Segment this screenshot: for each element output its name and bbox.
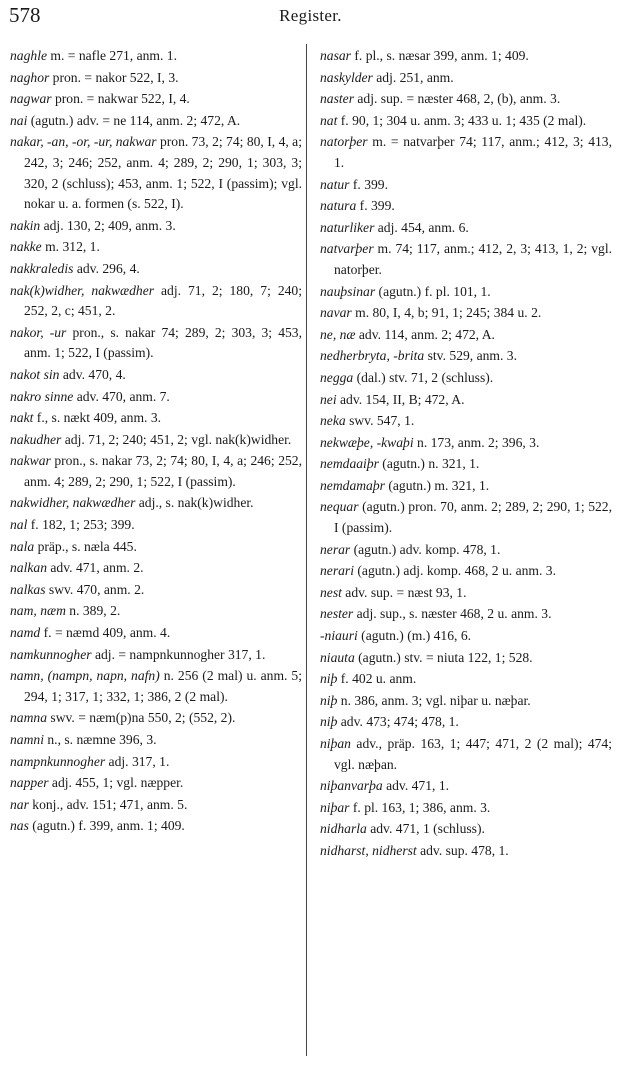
entry-references: f., s. nækt 409, anm. 3. bbox=[33, 410, 162, 426]
index-entry bbox=[320, 325, 612, 346]
index-entry bbox=[10, 111, 302, 132]
entry-headword: nar bbox=[10, 796, 29, 812]
index-entry bbox=[320, 46, 612, 67]
entry-references: adj. 455, 1; vgl. næpper. bbox=[48, 775, 184, 791]
entry-headword: nauþsinar bbox=[320, 283, 376, 299]
entry-references: adv. 473; 474; 478, 1. bbox=[337, 714, 459, 730]
entry-references: f. = næmd 409, anm. 4. bbox=[40, 625, 171, 641]
entry-references: adv. 471, 1. bbox=[382, 778, 450, 794]
entry-headword: nakwar bbox=[10, 453, 51, 469]
entry-headword: nagwar bbox=[10, 91, 52, 107]
index-entry bbox=[320, 819, 612, 840]
entry-headword: nakke bbox=[10, 239, 42, 255]
entry-references: m. 312, 1. bbox=[41, 239, 100, 255]
entry-headword: nal bbox=[10, 517, 28, 533]
entry-headword: nidharst, nidherst bbox=[320, 842, 417, 858]
index-entry bbox=[10, 46, 302, 67]
entry-headword: nidharla bbox=[320, 821, 367, 837]
index-entry bbox=[10, 365, 302, 386]
entry-references: pron., s. nakar 73, 2; 74; 80, I, 4, a; 246; 252, anm. 4; 289, 2; 290, 1; 522, I (passim). bbox=[24, 453, 302, 489]
entry-references: adv. sup. 478, 1. bbox=[416, 842, 509, 858]
index-entry bbox=[320, 776, 612, 797]
entry-references: adv. 471, 1 (schluss). bbox=[366, 821, 485, 837]
entry-references: n. 386, anm. 3; vgl. niþar u. næþar. bbox=[337, 692, 531, 708]
entry-references: (agutn.) f. pl. 101, 1. bbox=[375, 283, 491, 299]
entry-references: adv. 470, anm. 7. bbox=[73, 388, 170, 404]
entry-headword: niþ bbox=[320, 692, 338, 708]
entry-references: konj., adv. 151; 471, anm. 5. bbox=[28, 796, 188, 812]
entry-references: stv. 529, anm. 3. bbox=[424, 348, 517, 364]
entry-headword: namkunnogher bbox=[10, 646, 92, 662]
entry-references: (agutn.) adj. komp. 468, 2 u. anm. 3. bbox=[353, 563, 556, 579]
entry-headword: natur bbox=[320, 176, 350, 192]
entry-references: adj., s. nak(k)widher. bbox=[135, 495, 254, 511]
entry-references: pron., s. nakar 74; 289, 2; 303, 3; 453, anm. 1; 522, I (passim). bbox=[24, 324, 303, 361]
index-entry bbox=[320, 368, 612, 389]
entry-references: adv. 154, II, B; 472, A. bbox=[336, 391, 465, 407]
entry-references: pron. = nakwar 522, I, 4. bbox=[51, 91, 190, 107]
index-entry bbox=[10, 515, 302, 536]
index-entry bbox=[320, 798, 612, 819]
index-entry bbox=[10, 773, 302, 794]
entry-headword: nala bbox=[10, 538, 35, 554]
entry-references: adj. = nampnkunnogher 317, 1. bbox=[91, 646, 266, 662]
index-entry bbox=[10, 623, 302, 644]
entry-references: (agutn.) f. 399, anm. 1; 409. bbox=[28, 818, 185, 834]
entry-headword: niþar bbox=[320, 799, 350, 815]
entry-headword: nekwæþe, -kwaþi bbox=[320, 434, 414, 450]
entry-headword: nester bbox=[320, 606, 354, 622]
entry-headword: niþanvarþa bbox=[320, 778, 383, 794]
index-entry bbox=[320, 346, 612, 367]
entry-references: n. 256 (2 mal) u. anm. 5; 294, 1; 317, 1; 332, 1; 386, 2 (2 mal). bbox=[24, 668, 303, 704]
entry-references: präp., s. næla 445. bbox=[34, 538, 137, 554]
index-entry bbox=[10, 580, 302, 601]
page-number: 578 bbox=[9, 3, 41, 27]
entry-headword: nedherbryta, -brita bbox=[320, 348, 425, 364]
entry-headword: napper bbox=[10, 775, 49, 791]
entry-headword: natvarþer bbox=[320, 241, 374, 257]
index-entry bbox=[320, 282, 612, 303]
entry-references: (agutn.) (m.) 416, 6. bbox=[357, 628, 472, 644]
entry-references: adj. 251, anm. bbox=[372, 69, 454, 85]
index-entry bbox=[10, 795, 302, 816]
index-entry bbox=[320, 561, 612, 582]
entry-references: adj. 454, anm. 6. bbox=[374, 219, 469, 235]
index-entry bbox=[320, 196, 612, 217]
index-entry bbox=[320, 841, 612, 862]
index-entry bbox=[320, 303, 612, 324]
entry-references: m. = natvarþer 74; 117, anm.; 412, 3; 413, 1. bbox=[334, 134, 612, 170]
entry-references: f. 399. bbox=[349, 176, 388, 192]
index-entry bbox=[320, 68, 612, 89]
entry-headword: nas bbox=[10, 818, 29, 834]
entry-headword: niauta bbox=[320, 649, 355, 665]
entry-references: adv. 471, anm. 2. bbox=[47, 560, 144, 576]
entry-references: adj. 71, 2; 240; 451, 2; vgl. nak(k)widher. bbox=[61, 431, 292, 447]
entry-references: (dal.) stv. 71, 2 (schluss). bbox=[353, 369, 494, 385]
entry-references: adv. 114, anm. 2; 472, A. bbox=[355, 326, 495, 342]
entry-headword: niþ bbox=[320, 714, 338, 730]
entry-references: (agutn.) stv. = niuta 122, 1; 528. bbox=[354, 649, 533, 665]
index-entry bbox=[10, 89, 302, 110]
entry-headword: nat bbox=[320, 112, 338, 128]
index-entry bbox=[10, 259, 302, 280]
index-entry bbox=[320, 626, 612, 647]
entry-references: adv. sup. = næst 93, 1. bbox=[341, 584, 467, 600]
entry-references: adj. 317, 1. bbox=[105, 753, 170, 769]
entry-headword: ne, næ bbox=[320, 326, 356, 342]
entry-references: n. 173, anm. 2; 396, 3. bbox=[413, 434, 540, 450]
entry-references: adj. sup., s. næster 468, 2 u. anm. 3. bbox=[353, 606, 552, 622]
entry-headword: nalkas bbox=[10, 581, 46, 597]
entry-headword: nei bbox=[320, 391, 337, 407]
index-entry bbox=[10, 558, 302, 579]
index-entry bbox=[320, 734, 612, 775]
entry-references: adj. 71, 2; 180, 7; 240; 252, 2, c; 451, 2. bbox=[24, 282, 302, 319]
entry-headword: -niauri bbox=[320, 628, 358, 644]
entry-headword: nemdamaþr bbox=[320, 477, 385, 493]
running-title: Register. bbox=[279, 6, 342, 25]
entry-headword: nam, næm bbox=[10, 603, 66, 619]
entry-references: adj. sup. = næster 468, 2, (b), anm. 3. bbox=[353, 91, 561, 107]
index-entry bbox=[10, 237, 302, 258]
index-entry bbox=[10, 645, 302, 666]
index-entry bbox=[10, 493, 302, 514]
entry-references: f. pl., s. næsar 399, anm. 1; 409. bbox=[350, 48, 529, 63]
entry-headword: nasar bbox=[320, 48, 351, 63]
index-entry bbox=[320, 111, 612, 132]
index-entry bbox=[320, 497, 612, 538]
index-entry bbox=[320, 648, 612, 669]
entry-headword: nakwidher, nakwædher bbox=[10, 495, 136, 511]
index-entry bbox=[10, 132, 302, 214]
entry-references: f. 182, 1; 253; 399. bbox=[27, 517, 135, 533]
index-entry bbox=[10, 430, 302, 451]
index-entry bbox=[10, 281, 302, 322]
entry-headword: nemdaaiþr bbox=[320, 456, 379, 472]
entry-references: swv. 547, 1. bbox=[345, 413, 415, 429]
index-entry bbox=[320, 89, 612, 110]
entry-headword: naghor bbox=[10, 69, 50, 85]
index-entry bbox=[320, 583, 612, 604]
entry-headword: nakudher bbox=[10, 431, 62, 447]
index-entry bbox=[10, 708, 302, 729]
entry-references: m. 74; 117, anm.; 412, 2, 3; 413, 1, 2; vgl. natorþer. bbox=[334, 241, 612, 277]
index-entry bbox=[320, 132, 612, 173]
entry-references: n. 389, 2. bbox=[65, 603, 121, 619]
index-entry bbox=[10, 323, 302, 364]
entry-references: f. 402 u. anm. bbox=[337, 671, 417, 687]
entry-headword: namn, (nampn, napn, nafn) bbox=[10, 668, 160, 684]
index-entry bbox=[10, 387, 302, 408]
entry-headword: nakro sinne bbox=[10, 388, 74, 404]
entry-headword: navar bbox=[320, 305, 352, 321]
entry-references: (agutn.) adv. = ne 114, anm. 2; 472, A. bbox=[27, 112, 241, 128]
entry-headword: nakt bbox=[10, 410, 34, 426]
right-column bbox=[320, 46, 612, 863]
page-header bbox=[0, 0, 621, 40]
index-entry bbox=[10, 666, 302, 707]
entry-headword: nakor, -ur bbox=[10, 324, 67, 340]
entry-references: (agutn.) m. 321, 1. bbox=[384, 477, 490, 493]
entry-references: f. 399. bbox=[356, 198, 395, 214]
index-entry bbox=[320, 604, 612, 625]
index-entry bbox=[320, 433, 612, 454]
entry-references: m. 80, I, 4, b; 91, 1; 245; 384 u. 2. bbox=[351, 305, 542, 321]
entry-references: swv. = næm(p)na 550, 2; (552, 2). bbox=[47, 710, 236, 726]
entry-headword: namd bbox=[10, 625, 41, 641]
index-entry bbox=[320, 454, 612, 475]
entry-headword: nak(k)widher, nakwædher bbox=[10, 282, 155, 298]
entry-headword: naghle bbox=[10, 48, 47, 63]
entry-references: adj. 130, 2; 409, anm. 3. bbox=[40, 217, 176, 233]
entry-headword: niþ bbox=[320, 671, 338, 687]
entry-headword: nalkan bbox=[10, 560, 47, 576]
entry-headword: nequar bbox=[320, 499, 359, 515]
entry-references: swv. 470, anm. 2. bbox=[45, 581, 145, 597]
entry-headword: negga bbox=[320, 369, 354, 385]
entry-headword: naskylder bbox=[320, 69, 373, 85]
entry-headword: nakot sin bbox=[10, 366, 60, 382]
entry-references: n., s. næmne 396, 3. bbox=[43, 732, 157, 747]
entry-headword: nai bbox=[10, 112, 28, 128]
entry-headword: natorþer bbox=[320, 134, 368, 150]
entry-headword: nakar, -an, -or, -ur, nakwar bbox=[10, 134, 157, 150]
index-entry bbox=[10, 537, 302, 558]
index-entry bbox=[320, 175, 612, 196]
entry-headword: namni bbox=[10, 732, 44, 747]
index-entry bbox=[10, 730, 302, 751]
entry-references: f. 90, 1; 304 u. anm. 3; 433 u. 1; 435 (2 mal). bbox=[337, 112, 587, 128]
entry-headword: nakkraledis bbox=[10, 260, 74, 276]
entry-headword: nest bbox=[320, 584, 342, 600]
index-entry bbox=[320, 691, 612, 712]
entry-references: f. pl. 163, 1; 386, anm. 3. bbox=[349, 799, 491, 815]
entry-references: adv. 296, 4. bbox=[73, 260, 140, 276]
index-entry bbox=[10, 68, 302, 89]
index-entry bbox=[320, 411, 612, 432]
entry-headword: niþan bbox=[320, 736, 351, 751]
entry-headword: nakin bbox=[10, 217, 41, 233]
entry-headword: nerari bbox=[320, 563, 354, 579]
entry-headword: nampnkunnogher bbox=[10, 753, 106, 769]
entry-references: adv. 470, 4. bbox=[59, 366, 126, 382]
left-column bbox=[10, 46, 302, 838]
index-entry bbox=[320, 540, 612, 561]
index-entry bbox=[320, 390, 612, 411]
index-entry bbox=[320, 239, 612, 280]
index-entry bbox=[10, 601, 302, 622]
index-entry bbox=[10, 451, 302, 492]
index-entry bbox=[10, 816, 302, 837]
entry-headword: namna bbox=[10, 710, 48, 726]
entry-references: pron. 73, 2; 74; 80, I, 4, a; 242, 3; 246; 252, anm. 4; 289, 2; 290, 1; 303, 3; 320, 2 (schluss); 453, anm. 1; 522, I (passim); vgl. nokar u. a. formen (s. 522, I). bbox=[24, 134, 302, 212]
entry-references: pron. = nakor 522, I, 3. bbox=[49, 69, 179, 85]
entry-references: (agutn.) adv. komp. 478, 1. bbox=[350, 541, 501, 557]
entry-references: (agutn.) pron. 70, anm. 2; 289, 2; 290, 1; 522, I (passim). bbox=[334, 499, 612, 536]
entry-headword: naster bbox=[320, 91, 354, 107]
index-entry bbox=[320, 476, 612, 497]
index-entry bbox=[320, 218, 612, 239]
entry-references: m. = nafle 271, anm. 1. bbox=[47, 48, 177, 63]
index-entry bbox=[320, 669, 612, 690]
entry-references: adv., präp. 163, 1; 447; 471, 2 (2 mal); 474; vgl. næþan. bbox=[334, 736, 612, 772]
entry-headword: natura bbox=[320, 198, 357, 214]
index-entry bbox=[10, 216, 302, 237]
index-entry bbox=[320, 712, 612, 733]
column-divider bbox=[306, 44, 307, 1056]
entry-references: (agutn.) n. 321, 1. bbox=[378, 456, 480, 472]
entry-headword: neka bbox=[320, 413, 346, 429]
index-entry bbox=[10, 408, 302, 429]
entry-headword: nerar bbox=[320, 541, 351, 557]
index-entry bbox=[10, 752, 302, 773]
entry-headword: naturliker bbox=[320, 219, 375, 235]
